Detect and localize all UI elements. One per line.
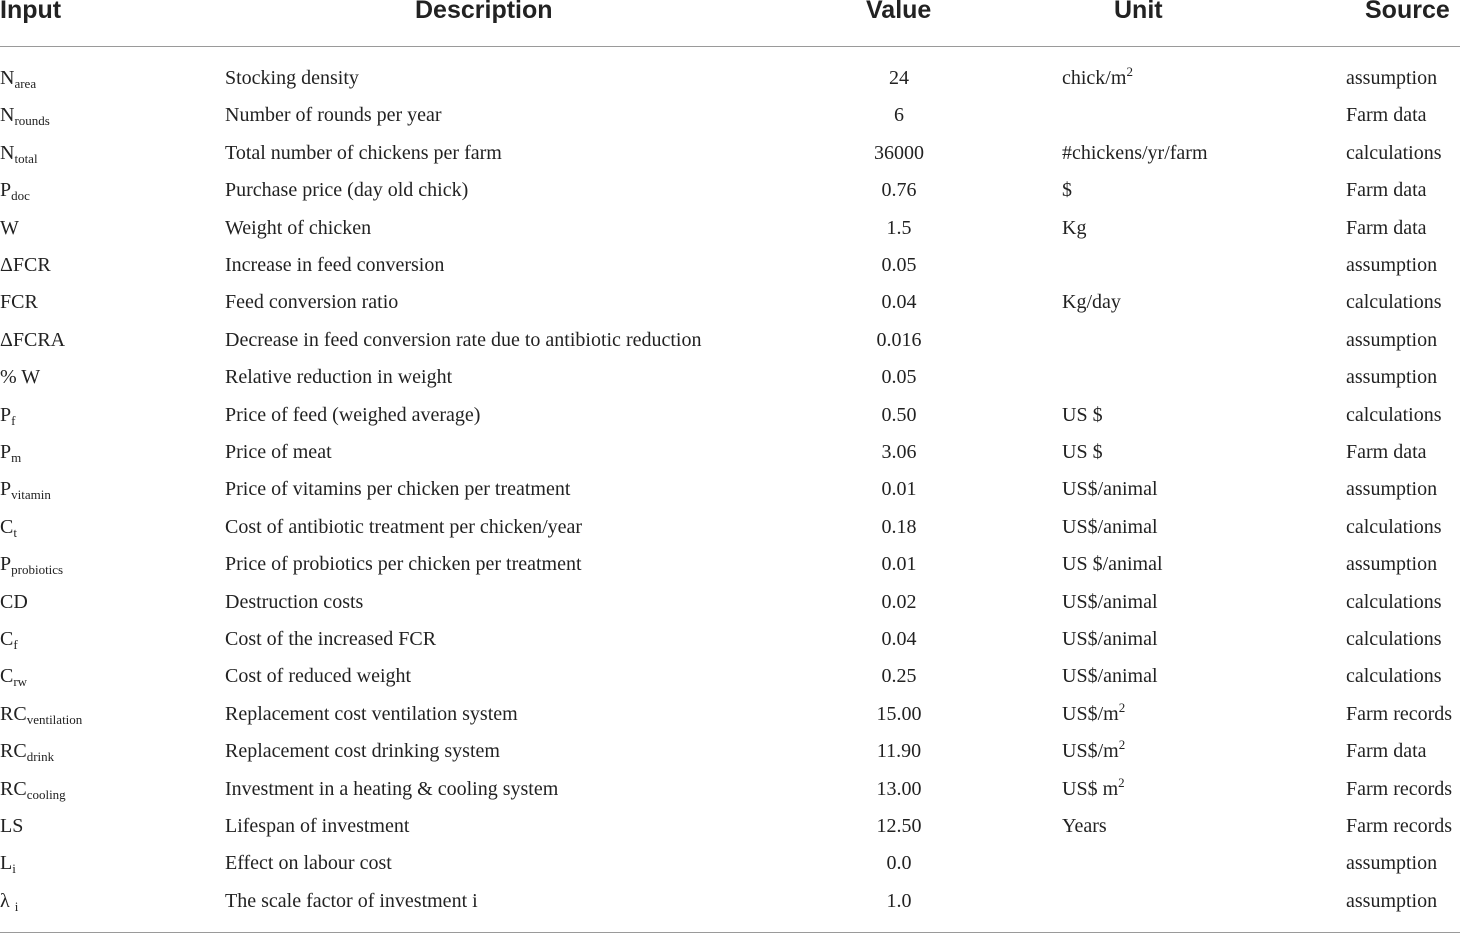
input-subscript: drink — [26, 749, 55, 764]
input-symbol: CD — [0, 591, 28, 613]
cell-unit — [1062, 216, 1086, 240]
input-symbol: N — [0, 67, 15, 89]
cell-value: 12.50 — [876, 815, 922, 837]
header-description: Description — [415, 0, 553, 24]
input-subscript: m — [11, 450, 22, 465]
cell-source: assumption — [1346, 890, 1438, 912]
cell-unit — [1062, 440, 1103, 464]
unit-superscript: 2 — [1118, 775, 1125, 790]
input-subscript: t — [13, 525, 17, 540]
table-row — [0, 777, 1460, 814]
unit-text: US $ — [1062, 404, 1103, 426]
input-symbol: N — [0, 142, 15, 164]
cell-unit — [1062, 141, 1208, 165]
table-row — [0, 814, 1460, 851]
cell-description: Purchase price (day old chick) — [225, 179, 469, 201]
cell-description: Stocking density — [225, 67, 359, 89]
unit-superscript: 2 — [1118, 737, 1126, 752]
cell-input — [0, 103, 50, 127]
input-subscript: rw — [13, 674, 28, 689]
cell-description: Increase in feed conversion — [225, 254, 445, 276]
cell-description: Price of vitamins per chicken per treatment — [225, 478, 571, 500]
cell-value: 1.0 — [886, 890, 912, 912]
cell-value: 6 — [894, 104, 904, 126]
input-subscript: f — [11, 413, 16, 428]
table-row — [0, 328, 1460, 365]
cell-value: 3.06 — [881, 441, 917, 463]
cell-source: Farm records — [1346, 703, 1453, 725]
table-row — [0, 66, 1460, 103]
cell-description: Feed conversion ratio — [225, 291, 399, 313]
input-subscript: cooling — [26, 787, 66, 802]
cell-value: 0.04 — [881, 628, 917, 650]
table-row — [0, 889, 1460, 926]
cell-source: calculations — [1346, 291, 1442, 313]
cell-input — [0, 627, 18, 651]
cell-input — [0, 552, 63, 576]
unit-text: US$/animal — [1062, 628, 1158, 650]
cell-input — [0, 777, 66, 801]
cell-source: assumption — [1346, 366, 1438, 388]
cell-unit — [1062, 515, 1158, 539]
cell-unit — [1062, 739, 1125, 763]
cell-input — [0, 477, 51, 501]
table-row — [0, 590, 1460, 627]
cell-description: Decrease in feed conversion rate due to antibiotic reduction — [225, 329, 702, 351]
table-row — [0, 216, 1460, 253]
header-unit: Unit — [1114, 0, 1163, 24]
cell-input — [0, 365, 40, 389]
unit-text: Years — [1062, 815, 1107, 837]
table-row — [0, 515, 1460, 552]
cell-value: 0.76 — [881, 179, 917, 201]
input-subscript: f — [13, 637, 18, 652]
cell-description: Lifespan of investment — [225, 815, 410, 837]
table-row — [0, 552, 1460, 589]
cell-unit — [1062, 664, 1158, 688]
cell-description: Weight of chicken — [225, 217, 372, 239]
cell-description: Cost of the increased FCR — [225, 628, 437, 650]
table-row — [0, 403, 1460, 440]
cell-input — [0, 889, 18, 913]
cell-unit — [1062, 702, 1125, 726]
cell-description: Number of rounds per year — [225, 104, 442, 126]
table-row — [0, 477, 1460, 514]
header-source: Source — [1365, 0, 1450, 24]
input-symbol: P — [0, 179, 12, 201]
cell-description: Replacement cost ventilation system — [225, 703, 518, 725]
input-symbol: P — [0, 553, 12, 575]
input-symbol: λ — [0, 890, 15, 912]
input-subscript: vitamin — [11, 487, 51, 502]
unit-text: chick/m — [1062, 67, 1127, 89]
table-row — [0, 739, 1460, 776]
cell-source: calculations — [1346, 516, 1442, 538]
cell-description: Price of probiotics per chicken per treatment — [225, 553, 582, 575]
cell-value: 0.50 — [881, 404, 917, 426]
cell-description: Total number of chickens per farm — [225, 142, 502, 164]
input-subscript: ventilation — [26, 712, 83, 727]
cell-description: Cost of antibiotic treatment per chicken/year — [225, 516, 583, 538]
input-subscript: total — [14, 151, 38, 166]
input-subscript: probiotics — [11, 562, 64, 577]
header-input: Input — [0, 0, 62, 24]
unit-text: US$/m — [1062, 703, 1119, 725]
cell-input — [0, 739, 54, 763]
cell-value: 0.0 — [886, 852, 912, 874]
cell-value: 0.01 — [881, 478, 917, 500]
table-row — [0, 365, 1460, 402]
cell-value: 0.25 — [881, 665, 917, 687]
cell-description: Destruction costs — [225, 591, 364, 613]
cell-unit — [1062, 403, 1103, 427]
unit-text: US$ m — [1062, 778, 1119, 800]
unit-text: US$/animal — [1062, 591, 1158, 613]
input-symbol: % W — [0, 366, 41, 388]
input-symbol: P — [0, 441, 12, 463]
cell-source: Farm data — [1346, 179, 1427, 201]
cell-value: 0.01 — [881, 553, 917, 575]
input-symbol: N — [0, 104, 15, 126]
cell-value: 11.90 — [876, 740, 922, 762]
cell-source: Farm data — [1346, 217, 1427, 239]
unit-text: Kg/day — [1062, 291, 1121, 313]
cell-description: Investment in a heating & cooling system — [225, 778, 559, 800]
unit-text: US$/animal — [1062, 516, 1158, 538]
cell-unit — [1062, 627, 1158, 651]
cell-input — [0, 290, 38, 314]
table-row — [0, 440, 1460, 477]
input-symbol: L — [0, 852, 13, 874]
cell-value: 24 — [889, 67, 909, 89]
input-symbol: C — [0, 665, 14, 687]
cell-input — [0, 590, 28, 614]
input-symbol: P — [0, 404, 12, 426]
cell-unit — [1062, 552, 1163, 576]
cell-source: Farm records — [1346, 778, 1453, 800]
cell-description: Price of meat — [225, 441, 332, 463]
unit-text: $ — [1062, 179, 1072, 201]
cell-source: calculations — [1346, 628, 1442, 650]
cell-input — [0, 702, 82, 726]
cell-unit — [1062, 777, 1125, 801]
cell-value: 13.00 — [876, 778, 922, 800]
cell-input — [0, 66, 36, 90]
input-subscript: area — [14, 76, 37, 91]
cell-input — [0, 403, 15, 427]
cell-input — [0, 515, 17, 539]
cell-description: Cost of reduced weight — [225, 665, 412, 687]
cell-input — [0, 216, 19, 240]
table-row — [0, 141, 1460, 178]
cell-source: assumption — [1346, 329, 1438, 351]
input-subscript: i — [12, 861, 16, 876]
header-value: Value — [866, 0, 932, 24]
cell-input — [0, 253, 51, 277]
table-row — [0, 627, 1460, 664]
cell-source: Farm data — [1346, 441, 1427, 463]
input-symbol: FCR — [0, 291, 38, 313]
cell-value: 0.02 — [881, 591, 917, 613]
cell-input — [0, 328, 65, 352]
cell-source: assumption — [1346, 852, 1438, 874]
cell-value: 0.016 — [876, 329, 922, 351]
cell-unit — [1062, 590, 1158, 614]
input-symbol: C — [0, 516, 14, 538]
cell-description: Replacement cost drinking system — [225, 740, 500, 762]
bottom-rule — [0, 932, 1460, 933]
unit-text: Kg — [1062, 217, 1087, 239]
cell-input — [0, 814, 23, 838]
input-symbol: C — [0, 628, 14, 650]
cell-source: calculations — [1346, 142, 1442, 164]
cell-unit — [1062, 178, 1072, 202]
cell-source: Farm records — [1346, 815, 1453, 837]
unit-text: US$/m — [1062, 740, 1119, 762]
unit-superscript: 2 — [1126, 64, 1133, 79]
table-row — [0, 253, 1460, 290]
unit-superscript: 2 — [1118, 700, 1126, 715]
input-symbol: W — [0, 217, 19, 239]
cell-source: calculations — [1346, 665, 1442, 687]
cell-source: assumption — [1346, 553, 1438, 575]
cell-source: calculations — [1346, 591, 1442, 613]
cell-input — [0, 851, 16, 875]
input-symbol: RC — [0, 778, 27, 800]
input-symbol: P — [0, 478, 12, 500]
cell-value: 0.04 — [881, 291, 917, 313]
cell-input — [0, 664, 27, 688]
table-header — [0, 0, 1460, 47]
input-symbol: LS — [0, 815, 24, 837]
input-symbol: RC — [0, 740, 27, 762]
cell-source: assumption — [1346, 478, 1438, 500]
cell-source: assumption — [1346, 67, 1438, 89]
cell-unit — [1062, 290, 1121, 314]
cell-input — [0, 141, 38, 165]
table-row — [0, 664, 1460, 701]
input-subscript: doc — [11, 188, 30, 203]
unit-text: #chickens/yr/farm — [1062, 142, 1208, 164]
cell-value: 0.05 — [881, 254, 917, 276]
input-symbol: RC — [0, 703, 27, 725]
table-row — [0, 178, 1460, 215]
cell-unit — [1062, 477, 1158, 501]
cell-value: 0.05 — [881, 366, 917, 388]
cell-unit — [1062, 66, 1133, 90]
cell-source: Farm data — [1346, 104, 1427, 126]
cell-input — [0, 440, 21, 464]
table-row — [0, 103, 1460, 140]
cell-input — [0, 178, 30, 202]
cell-description: Price of feed (weighed average) — [225, 404, 481, 426]
input-symbol: ΔFCR — [0, 254, 51, 276]
cell-description: Effect on labour cost — [225, 852, 392, 874]
cell-source: assumption — [1346, 254, 1438, 276]
unit-text: US $/animal — [1062, 553, 1163, 575]
cell-value: 15.00 — [876, 703, 922, 725]
table-row — [0, 851, 1460, 888]
cell-value: 36000 — [874, 142, 924, 164]
cell-value: 1.5 — [886, 217, 912, 239]
cell-source: Farm data — [1346, 740, 1427, 762]
table-row — [0, 702, 1460, 739]
cell-value: 0.18 — [881, 516, 917, 538]
input-symbol: ΔFCRA — [0, 329, 66, 351]
cell-unit — [1062, 814, 1107, 838]
cell-description: The scale factor of investment i — [225, 890, 478, 912]
cell-source: calculations — [1346, 404, 1442, 426]
input-subscript: i — [14, 899, 19, 914]
unit-text: US$/animal — [1062, 478, 1158, 500]
cell-description: Relative reduction in weight — [225, 366, 453, 388]
input-subscript: rounds — [14, 113, 50, 128]
table-row — [0, 290, 1460, 327]
unit-text: US $ — [1062, 441, 1103, 463]
unit-text: US$/animal — [1062, 665, 1158, 687]
